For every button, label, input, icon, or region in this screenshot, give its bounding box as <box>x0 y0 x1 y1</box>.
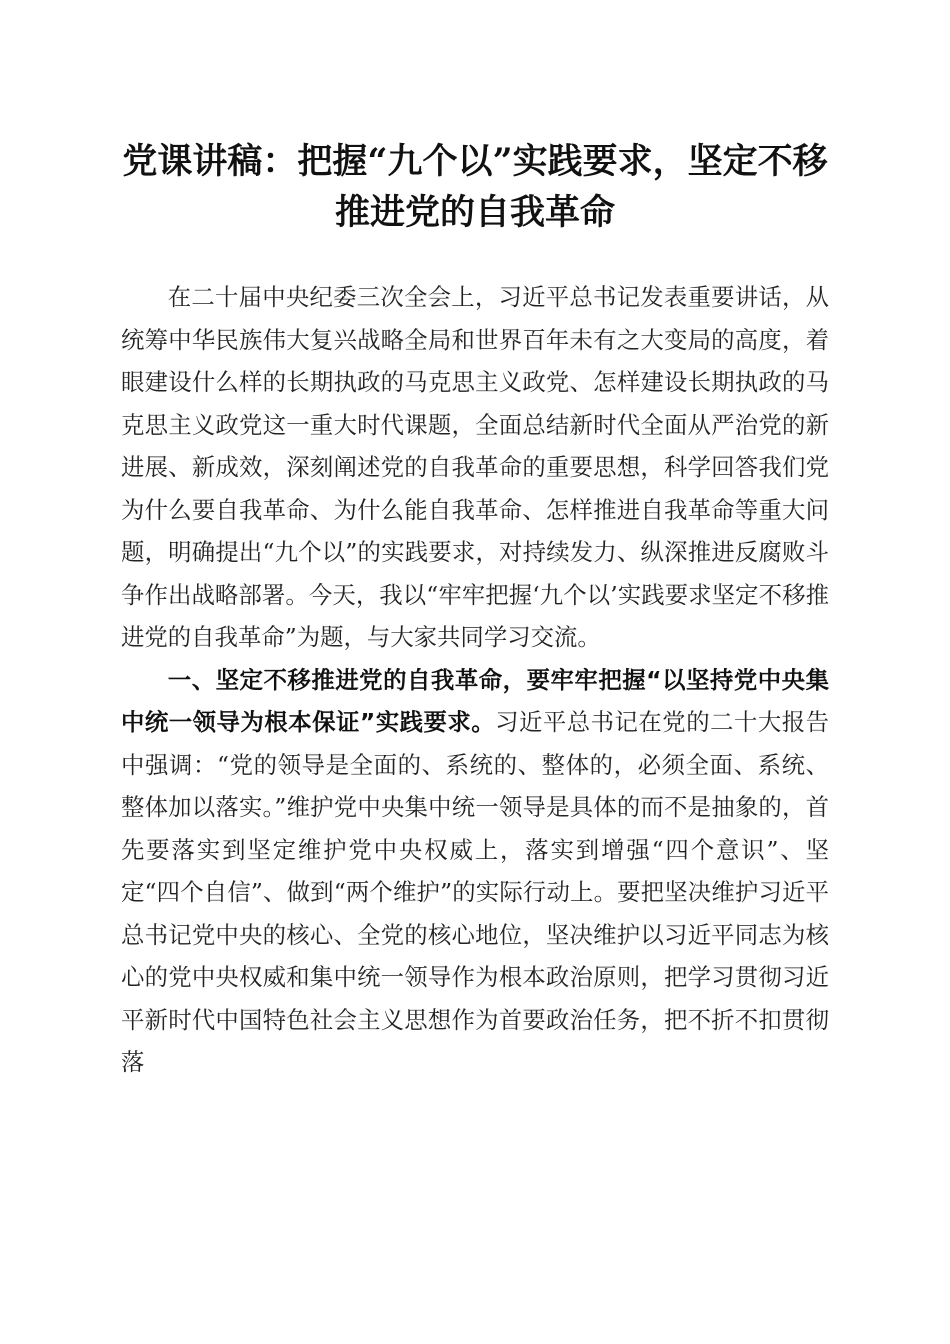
section-one-text: 习近平总书记在党的二十大报告中强调：“党的领导是全面的、系统的、整体的，必须全面、系统、整体加以落实。”维护党中央集中统一领导是具体的而不是抽象的，首先要落实到坚定维护党中央权威上，落实到增强“四个意识”、坚定“四个自信”、做到“两个维护”的实际行动上。要把坚决维护习近平总书记党中央的核心、全党的核心地位，坚决维护以习近平同志为核心的党中央权威和集中统一领导作为根本政治原则，把学习贯彻习近平新时代中国特色社会主义思想作为首要政治任务，把不折不扣贯彻落 <box>121 708 830 1076</box>
paragraph-intro <box>121 276 829 659</box>
section-one-heading: 一、坚定不移推进党的自我革命，要牢牢把握“以坚持党中央集中统一领导为根本保证”实践要求。 <box>121 665 829 736</box>
document-body <box>121 276 829 1084</box>
paragraph-section-one <box>121 659 829 1084</box>
document-title: 党课讲稿：把握“九个以”实践要求，坚定不移推进党的自我革命 <box>122 141 828 233</box>
paragraph-intro-text: 在二十届中央纪委三次全会上，习近平总书记发表重要讲话，从统筹中华民族伟大复兴战略全局和世界百年未有之大变局的高度，着眼建设什么样的长期执政的马克思主义政党、怎样建设长期执政的马克思主义政党这一重大时代课题，全面总结新时代全面从严治党的新进展、新成效，深刻阐述党的自我革命的重要思想，科学回答我们党为什么要自我革命、为什么能自我革命、怎样推进自我革命等重大问题，明确提出“九个以”的实践要求，对持续发力、纵深推进反腐败斗争作出战略部署。今天，我以“牢牢把握‘九个以’实践要求坚定不移推进党的自我革命”为题，与大家共同学习交流。 <box>121 283 829 651</box>
